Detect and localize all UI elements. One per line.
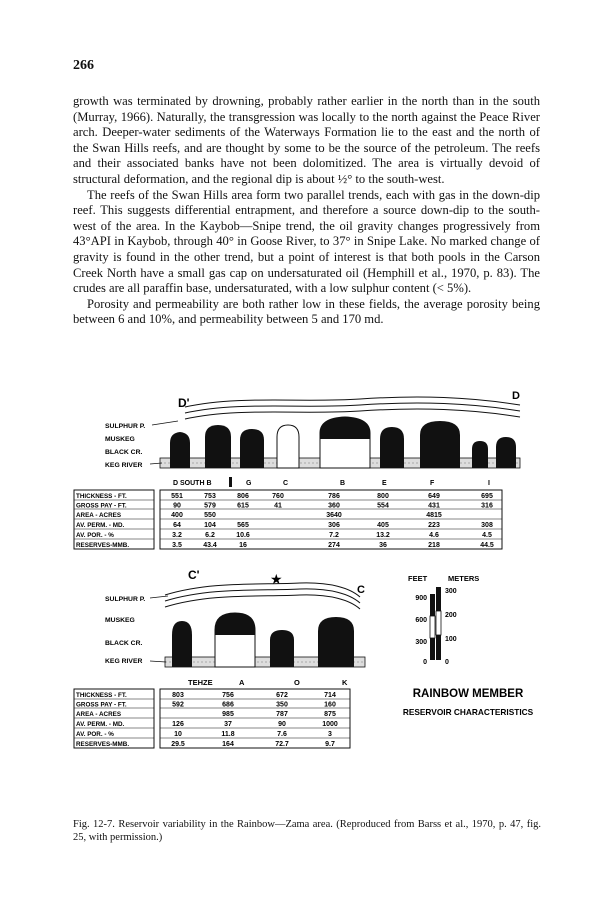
- table-cell: 126: [172, 721, 184, 728]
- table-cell: 274: [328, 542, 340, 549]
- table-cell: 223: [428, 522, 440, 529]
- upper-end-left: D': [178, 396, 190, 410]
- row-label: RESERVES-MMB.: [76, 542, 130, 549]
- scale-tick: 300: [445, 588, 457, 595]
- lower-table: [74, 689, 350, 748]
- table-cell: 615: [237, 502, 249, 510]
- table-cell: 64: [173, 522, 181, 529]
- layer-label: BLACK CR.: [105, 640, 143, 647]
- field-label: A: [239, 678, 245, 687]
- scale-meters-label: METERS: [448, 574, 480, 583]
- table-cell: 9.7: [325, 741, 335, 748]
- row-label: RESERVES-MMB.: [76, 741, 130, 748]
- figure-title: RAINBOW MEMBER: [412, 688, 524, 700]
- layer-label: SULPHUR P.: [105, 423, 146, 430]
- layer-label: KEG RIVER: [105, 462, 143, 469]
- reef-body: [240, 429, 264, 468]
- scale-tick: 200: [445, 612, 457, 619]
- scale-bar-segment: [430, 594, 435, 616]
- upper-cross-section: [105, 390, 520, 469]
- table-cell: 90: [278, 721, 286, 728]
- lower-end-right: C: [357, 584, 365, 596]
- table-cell: 756: [222, 692, 234, 699]
- scale-bar-segment: [430, 616, 435, 638]
- reef-body: [270, 630, 294, 667]
- body-text: [73, 94, 540, 328]
- field-label: B: [340, 480, 346, 487]
- layer-label: SULPHUR P.: [105, 596, 146, 603]
- table-cell: 686: [222, 701, 234, 709]
- table-cell: 41: [274, 502, 282, 510]
- field-label: O: [294, 678, 300, 687]
- table-cell: 550: [204, 512, 216, 519]
- table-cell: 695: [481, 493, 493, 500]
- scale-tick: 900: [415, 595, 427, 602]
- table-cell: 11.8: [221, 731, 235, 738]
- table-cell: 592: [172, 701, 184, 709]
- upper-end-right: D: [512, 390, 520, 402]
- table-cell: 16: [239, 542, 247, 549]
- scale-tick: 0: [445, 659, 449, 666]
- table-cell: 579: [204, 502, 216, 510]
- field-label: G: [246, 480, 252, 487]
- table-cell: 565: [237, 522, 249, 529]
- field-label: F: [430, 480, 435, 487]
- row-label: THICKNESS - FT.: [76, 692, 127, 699]
- layer-label: MUSKEG: [105, 436, 135, 443]
- scale-tick: 100: [445, 636, 457, 643]
- table-cell: 29.5: [171, 741, 185, 748]
- row-label: GROSS PAY - FT.: [76, 502, 127, 510]
- table-cell: 7.2: [329, 532, 339, 539]
- table-cell: 3.2: [172, 532, 182, 539]
- table-cell: 405: [377, 522, 389, 529]
- layer-pointer: [150, 661, 166, 662]
- table-cell: 316: [481, 502, 493, 510]
- scale-feet-label: FEET: [408, 574, 428, 583]
- table-cell: 37: [224, 721, 232, 728]
- layer-label: MUSKEG: [105, 617, 135, 624]
- layer-pointer: [152, 421, 178, 425]
- table-cell: 400: [171, 512, 183, 519]
- table-cell: 875: [324, 711, 336, 718]
- reservoir-figure: [0, 385, 615, 815]
- paragraph: Porosity and permeability are both rather low in these fields, the average porosity being between 6 and 10%, and permeability between 5 and 170 md.: [73, 296, 540, 327]
- table-cell: 44.5: [480, 542, 494, 549]
- row-label: GROSS PAY - FT.: [76, 701, 127, 709]
- table-cell: 36: [379, 542, 387, 549]
- reef-body: [205, 425, 231, 468]
- reef-body: [172, 621, 192, 667]
- row-label: AREA - ACRES: [76, 711, 122, 718]
- table-cell: 3: [328, 731, 332, 738]
- table-cell: 3.5: [172, 542, 182, 549]
- upper-field-labels: [173, 477, 490, 487]
- page-number: 266: [73, 58, 94, 73]
- table-cell: 10: [174, 731, 182, 738]
- row-label: AV. POR. - %: [76, 731, 114, 738]
- star-icon: ★: [270, 571, 283, 587]
- table-cell: 43.4: [203, 542, 217, 549]
- field-label: C: [283, 480, 289, 487]
- scale-tick: 300: [415, 639, 427, 646]
- table-cell: 803: [172, 692, 184, 699]
- table-cell: 72.7: [275, 741, 289, 748]
- lower-end-left: C': [188, 568, 200, 582]
- table-cell: 160: [324, 701, 336, 709]
- table-cell: 6.2: [205, 532, 215, 539]
- lower-boundary-line: [165, 595, 360, 609]
- table-cell: 4815: [426, 512, 442, 519]
- table-cell: 164: [222, 741, 234, 748]
- scale-tick: 600: [415, 617, 427, 624]
- table-cell: 90: [173, 502, 181, 510]
- layer-pointer: [150, 596, 168, 598]
- table-cell: 7.6: [277, 731, 287, 738]
- figure-caption: Fig. 12-7. Reservoir variability in the Rainbow—Zama area. (Reproduced from Barss et al., 1970, p. 47, fig. 25, with permission.): [73, 819, 541, 843]
- layer-label: BLACK CR.: [105, 449, 143, 456]
- table-cell: 806: [237, 493, 249, 500]
- lower-cross-section: [105, 568, 365, 667]
- scale-bar-segment: [436, 587, 441, 611]
- table-cell: 554: [377, 502, 389, 510]
- table-cell: 787: [276, 711, 288, 718]
- scale-tick: 0: [423, 659, 427, 666]
- field-divider-mark: [229, 477, 232, 487]
- figure-subtitle: RESERVOIR CHARACTERISTICS: [402, 707, 534, 717]
- table-cell: 786: [328, 493, 340, 500]
- table-cell: 672: [276, 692, 288, 699]
- scale-bar-segment: [430, 638, 435, 660]
- reef-body: [380, 427, 404, 468]
- table-cell: 649: [428, 493, 440, 500]
- table-cell: 218: [428, 542, 440, 549]
- data-box: [160, 689, 350, 748]
- upper-table: [74, 490, 502, 549]
- table-cell: 551: [171, 493, 183, 500]
- row-label: THICKNESS - FT.: [76, 493, 127, 500]
- table-cell: 104: [204, 522, 216, 529]
- table-cell: 3640: [326, 512, 342, 519]
- table-cell: 4.6: [429, 532, 439, 539]
- row-label: AV. PERM. - MD.: [76, 522, 125, 529]
- row-label: AV. POR. - %: [76, 532, 114, 539]
- table-cell: 1000: [322, 721, 338, 728]
- scale-bar-segment: [436, 611, 441, 635]
- reef-body: [496, 437, 516, 468]
- reef-body: [318, 617, 354, 667]
- table-cell: 10.6: [236, 532, 250, 539]
- table-cell: 350: [276, 701, 288, 709]
- scale-bar-segment: [436, 635, 441, 660]
- lower-field-labels: [188, 678, 348, 687]
- table-cell: 431: [428, 502, 440, 510]
- scale-bar: [408, 574, 479, 666]
- field-label: K: [342, 678, 348, 687]
- table-cell: 753: [204, 493, 216, 500]
- table-cell: 800: [377, 493, 389, 500]
- reef-body: [170, 432, 190, 468]
- table-cell: 4.5: [482, 532, 492, 539]
- table-cell: 360: [328, 502, 340, 510]
- row-label: AV. PERM. - MD.: [76, 721, 125, 728]
- field-label: I: [488, 480, 490, 487]
- table-cell: 13.2: [376, 532, 390, 539]
- table-cell: 985: [222, 711, 234, 718]
- table-cell: 306: [328, 522, 340, 529]
- field-label: D SOUTH B: [173, 480, 212, 487]
- table-cell: 714: [324, 692, 336, 699]
- layer-label: KEG RIVER: [105, 658, 143, 665]
- reef-body: [277, 425, 299, 468]
- table-cell: 760: [272, 493, 284, 500]
- table-cell: 308: [481, 522, 493, 529]
- paragraph: growth was terminated by drowning, probably rather earlier in the north than in the south (Murray, 1966). Naturally, the transgression was locally to the north against the Peace River arch. Deeper-water sediments of the Waterways Formation lie to the east and the north of the Swan Hills reefs, and are thought by some to be the source of the petroleum. The reefs and their associated banks have not been dolomitized. The area is virtually devoid of structural deformation, and the regional dip is about ½° to the south-west.: [73, 94, 540, 186]
- reef-body: [420, 421, 460, 468]
- reef-body: [472, 441, 488, 468]
- field-label: TEHZE: [188, 678, 213, 687]
- paragraph: The reefs of the Swan Hills area form two parallel trends, each with gas in the down-dip reef. This suggests differential entrapment, and therefore a source down-dip to the south-west of the area. In the Kaybob—Snipe trend, the oil gravity changes progressively from 43°API in Kaybob, through 40° in Goose River, to 37° in Snipe Lake. No marked change of gravity is found in the other trend, but a point of interest is that both pools in the Carson Creek North have a small gas cap on undersaturated oil (Hemphill et al., 1970, p. 83). The crudes are all paraffin base, undersaturated, with a low sulphur content (< 5%).: [73, 187, 540, 296]
- row-label: AREA - ACRES: [76, 512, 122, 519]
- field-label: E: [382, 480, 387, 487]
